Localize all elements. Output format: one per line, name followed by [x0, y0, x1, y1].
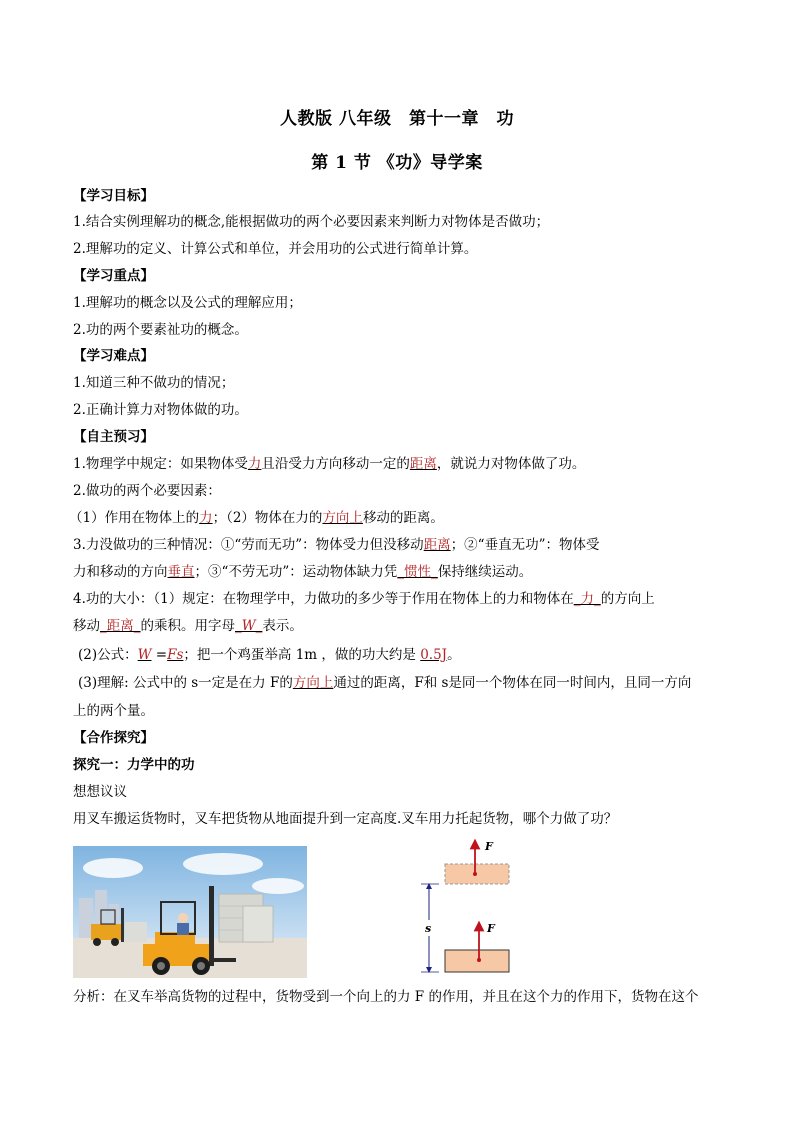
answer-blank: 方向上	[322, 510, 363, 526]
difficulties-item-2: 2.正确计算力对物体做的功。	[73, 402, 248, 418]
answer-blank: 0.5J	[420, 647, 448, 663]
text-fragment: (3)理解: 公式中的 s一定是在力 F的	[78, 675, 293, 691]
key-points-item-1: 1.理解功的概念以及公式的理解应用；	[73, 295, 302, 311]
text-fragment: 保持继续运动。	[437, 564, 533, 580]
text-fragment: ；（2）物体在力的	[212, 510, 323, 526]
text-fragment: ；②“垂直无功”：物体受	[450, 537, 600, 553]
force-diagram	[415, 838, 515, 978]
key-points-item-2: 2.功的两个要素祉功的概念。	[73, 322, 248, 338]
text-fragment: 4.功的大小：（1）规定：在物理学中，力做功的多少等于作用在物体上的力和物体在	[73, 591, 574, 607]
answer-blank: 方向上	[292, 675, 334, 691]
goals-item-2: 2.理解功的定义、计算公式和单位，并会用功的公式进行简单计算。	[73, 241, 478, 257]
forklift-photo	[73, 846, 307, 978]
preview-line-7	[73, 617, 303, 635]
preview-line-6	[73, 590, 655, 608]
answer-blank: 力	[247, 456, 262, 472]
page-title: 人教版 八年级 第十一章 功	[280, 109, 514, 129]
text-fragment: 移动的距离。	[362, 510, 444, 526]
force-label-top: F	[485, 840, 493, 853]
answer-blank: W	[137, 647, 152, 663]
answer-blank: 力	[199, 510, 213, 526]
answer-blank: _惯性_	[397, 564, 438, 580]
cargo-box-ground	[445, 950, 509, 972]
preview-line-1	[73, 455, 585, 473]
text-fragment: 移动	[73, 618, 100, 634]
text-fragment: ；把一个鸡蛋举高 1m ，做的功大约是	[183, 647, 421, 663]
text-fragment: 。	[447, 647, 461, 663]
answer-blank: Fs	[167, 647, 184, 663]
text-fragment: 表示。	[262, 618, 303, 634]
text-fragment: 且沿受力方向移动一定的	[261, 456, 410, 472]
answer-blank: 距离	[409, 456, 437, 472]
answer-blank: _距离_	[100, 618, 141, 634]
preview-line-8	[78, 646, 461, 664]
difficulties-item-1: 1.知道三种不做功的情况；	[73, 375, 235, 391]
preview-line-4	[73, 536, 600, 554]
preview-line-10: 上的两个量。	[73, 703, 154, 719]
inquiry-title: 探究一：力学中的功	[73, 757, 195, 773]
page-subtitle: 第 1 节 《功》导学案	[311, 153, 483, 173]
preview-line-5	[73, 563, 532, 581]
text-fragment: =	[151, 647, 168, 663]
think-label: 想想议议	[73, 784, 127, 800]
text-fragment: (2)公式：	[78, 647, 138, 663]
driver	[178, 913, 188, 923]
text-fragment: 3.力没做功的三种情况：①“劳而无功”：物体受力但没移动	[73, 537, 424, 553]
answer-blank: 垂直	[167, 564, 195, 580]
text-fragment: 的方向上	[600, 591, 655, 607]
distance-label: s	[425, 922, 432, 935]
force-label-bottom: F	[487, 922, 495, 935]
text-fragment: 1.物理学中规定：如果物体受	[73, 456, 248, 472]
goals-item-1: 1.结合实例理解功的概念,能根据做功的两个必要因素来判断力对物体是否做功；	[73, 214, 550, 230]
text-fragment: ，就说力对物体做了功。	[436, 456, 586, 472]
analysis-text: 分析：在叉车举高货物的过程中，货物受到一个向上的力 F 的作用，并且在这个力的作用下，货物在这个	[73, 989, 699, 1005]
cooperate-heading: 【合作探究】	[73, 730, 154, 746]
key-points-heading: 【学习重点】	[73, 268, 154, 284]
answer-blank: _力_	[573, 591, 601, 607]
text-fragment: 通过的距离，F和 s是同一个物体在同一时间内，且同一方向	[333, 675, 692, 691]
answer-blank: _W_	[235, 618, 263, 634]
text-fragment: （1）作用在物体上的	[69, 510, 200, 526]
text-fragment: 力和移动的方向	[73, 564, 168, 580]
question-text: 用叉车搬运货物时，叉车把货物从地面提升到一定高度.叉车用力托起货物，哪个力做了功？	[73, 811, 618, 827]
preview-line-9	[78, 674, 691, 692]
text-fragment: ；③“不劳无功”：运动物体缺力凭	[194, 564, 398, 580]
answer-blank: 距离	[423, 537, 451, 553]
preview-line-2: 2.做功的两个必要因素：	[73, 483, 221, 499]
text-fragment: 的乘积。用字母	[140, 618, 235, 634]
preview-line-3	[69, 509, 444, 527]
goals-heading: 【学习目标】	[73, 188, 154, 204]
preview-heading: 【自主预习】	[73, 429, 154, 445]
difficulties-heading: 【学习难点】	[73, 348, 154, 364]
